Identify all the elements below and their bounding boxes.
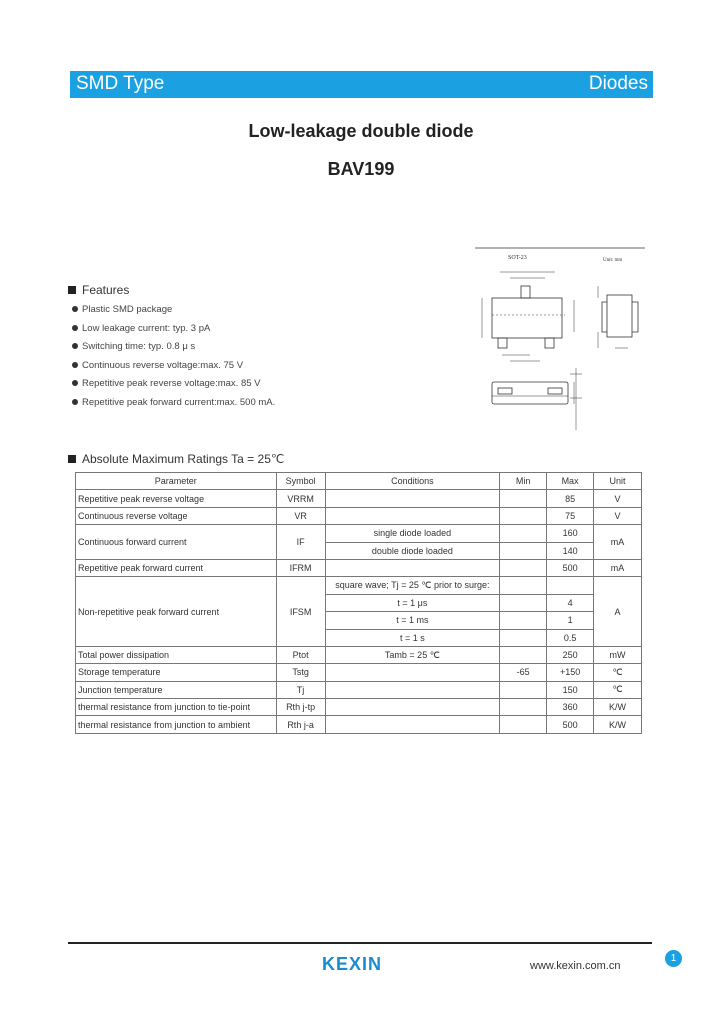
min-cell	[500, 646, 547, 663]
conditions-cell: Tamb = 25 ℃	[325, 646, 500, 663]
max-cell: 250	[547, 646, 594, 663]
symbol-cell: Rth j-tp	[276, 699, 325, 716]
package-name-label: SOT-23	[508, 255, 527, 261]
column-header: Unit	[594, 473, 642, 490]
param-cell: Storage temperature	[76, 664, 277, 681]
max-cell: 140	[547, 542, 594, 559]
list-item: Plastic SMD package	[72, 302, 275, 321]
conditions-cell: t = 1 μs	[325, 594, 500, 611]
min-cell	[500, 525, 547, 542]
param-cell: thermal resistance from junction to ambient	[76, 716, 277, 733]
param-cell: thermal resistance from junction to tie-point	[76, 699, 277, 716]
min-cell: -65	[500, 664, 547, 681]
list-item: Continuous reverse voltage:max. 75 V	[72, 358, 275, 377]
min-cell	[500, 542, 547, 559]
table-row	[76, 646, 642, 663]
table-header-row	[76, 473, 642, 490]
min-cell	[500, 490, 547, 507]
symbol-cell: Tstg	[276, 664, 325, 681]
website-link[interactable]: www.kexin.com.cn	[530, 960, 621, 972]
param-cell: Total power dissipation	[76, 646, 277, 663]
symbol-cell: IF	[276, 525, 325, 560]
conditions-cell: t = 1 s	[325, 629, 500, 646]
symbol-cell: Tj	[276, 681, 325, 698]
part-number: BAV199	[327, 159, 395, 179]
conditions-cell	[325, 664, 500, 681]
header-type: Diodes	[588, 73, 648, 94]
list-item: Repetitive peak forward current:max. 500 mA.	[72, 395, 275, 414]
column-header: Symbol	[276, 473, 325, 490]
table-row	[76, 664, 642, 681]
package-drawing	[470, 240, 650, 440]
symbol-cell: IFSM	[276, 577, 325, 647]
conditions-cell: single diode loaded	[325, 525, 500, 542]
package-units-label: Unit: mm	[603, 258, 623, 263]
unit-cell: ℃	[594, 664, 642, 681]
conditions-cell: double diode loaded	[325, 542, 500, 559]
symbol-cell: VRRM	[276, 490, 325, 507]
table-row	[76, 507, 642, 524]
max-cell: 360	[547, 699, 594, 716]
kexin-logo: KEXIN	[322, 954, 383, 974]
max-cell: 85	[547, 490, 594, 507]
conditions-cell	[325, 699, 500, 716]
min-cell	[500, 716, 547, 733]
column-header: Conditions	[325, 473, 500, 490]
features-list	[72, 302, 275, 413]
page-number: 1	[665, 950, 682, 967]
unit-cell: A	[594, 577, 642, 647]
conditions-cell	[325, 681, 500, 698]
max-cell: 1	[547, 612, 594, 629]
header-banner	[70, 71, 653, 98]
column-header: Min	[500, 473, 547, 490]
unit-cell: mW	[594, 646, 642, 663]
param-cell: Continuous reverse voltage	[76, 507, 277, 524]
symbol-cell: Ptot	[276, 646, 325, 663]
param-cell: Non-repetitive peak forward current	[76, 577, 277, 647]
min-cell	[500, 681, 547, 698]
bullet-icon	[72, 362, 78, 368]
max-cell: +150	[547, 664, 594, 681]
conditions-cell: square wave; Tj = 25 ℃ prior to surge:	[325, 577, 500, 594]
table-row	[76, 577, 642, 594]
list-item: Repetitive peak reverse voltage:max. 85 V	[72, 376, 275, 395]
bullet-icon	[72, 399, 78, 405]
symbol-cell: IFRM	[276, 559, 325, 576]
conditions-cell	[325, 490, 500, 507]
min-cell	[500, 612, 547, 629]
unit-cell: K/W	[594, 699, 642, 716]
bullet-icon	[72, 380, 78, 386]
min-cell	[500, 629, 547, 646]
max-cell: 0.5	[547, 629, 594, 646]
list-item: Switching time: typ. 0.8 μ s	[72, 339, 275, 358]
document-title: Low-leakage double diode	[248, 121, 474, 141]
conditions-cell: t = 1 ms	[325, 612, 500, 629]
table-row	[76, 681, 642, 698]
header-category: SMD Type	[76, 73, 165, 94]
table-row	[76, 699, 642, 716]
table-row	[76, 716, 642, 733]
ratings-heading: Absolute Maximum Ratings Ta = 25℃	[68, 452, 284, 466]
symbol-cell: Rth j-a	[276, 716, 325, 733]
max-cell: 150	[547, 681, 594, 698]
conditions-cell	[325, 716, 500, 733]
param-cell: Repetitive peak reverse voltage	[76, 490, 277, 507]
max-cell: 75	[547, 507, 594, 524]
bullet-icon	[72, 306, 78, 312]
unit-cell: mA	[594, 525, 642, 560]
table-row	[76, 559, 642, 576]
min-cell	[500, 577, 547, 594]
max-cell: 500	[547, 559, 594, 576]
ratings-table	[75, 472, 642, 734]
param-cell: Continuous forward current	[76, 525, 277, 560]
unit-cell: V	[594, 490, 642, 507]
features-heading: Features	[68, 283, 129, 297]
column-header: Parameter	[76, 473, 277, 490]
max-cell: 500	[547, 716, 594, 733]
square-bullet-icon	[68, 455, 76, 463]
param-cell: Repetitive peak forward current	[76, 559, 277, 576]
bullet-icon	[72, 343, 78, 349]
table-row	[76, 490, 642, 507]
table-row	[76, 525, 642, 542]
max-cell: 160	[547, 525, 594, 542]
unit-cell: V	[594, 507, 642, 524]
max-cell: 4	[547, 594, 594, 611]
square-bullet-icon	[68, 286, 76, 294]
symbol-cell: VR	[276, 507, 325, 524]
unit-cell: mA	[594, 559, 642, 576]
conditions-cell	[325, 507, 500, 524]
param-cell: Junction temperature	[76, 681, 277, 698]
footer-divider	[68, 942, 652, 944]
max-cell	[547, 577, 594, 594]
min-cell	[500, 699, 547, 716]
unit-cell: ℃	[594, 681, 642, 698]
min-cell	[500, 594, 547, 611]
min-cell	[500, 559, 547, 576]
bullet-icon	[72, 325, 78, 331]
conditions-cell	[325, 559, 500, 576]
list-item: Low leakage current: typ. 3 pA	[72, 321, 275, 340]
min-cell	[500, 507, 547, 524]
unit-cell: K/W	[594, 716, 642, 733]
column-header: Max	[547, 473, 594, 490]
